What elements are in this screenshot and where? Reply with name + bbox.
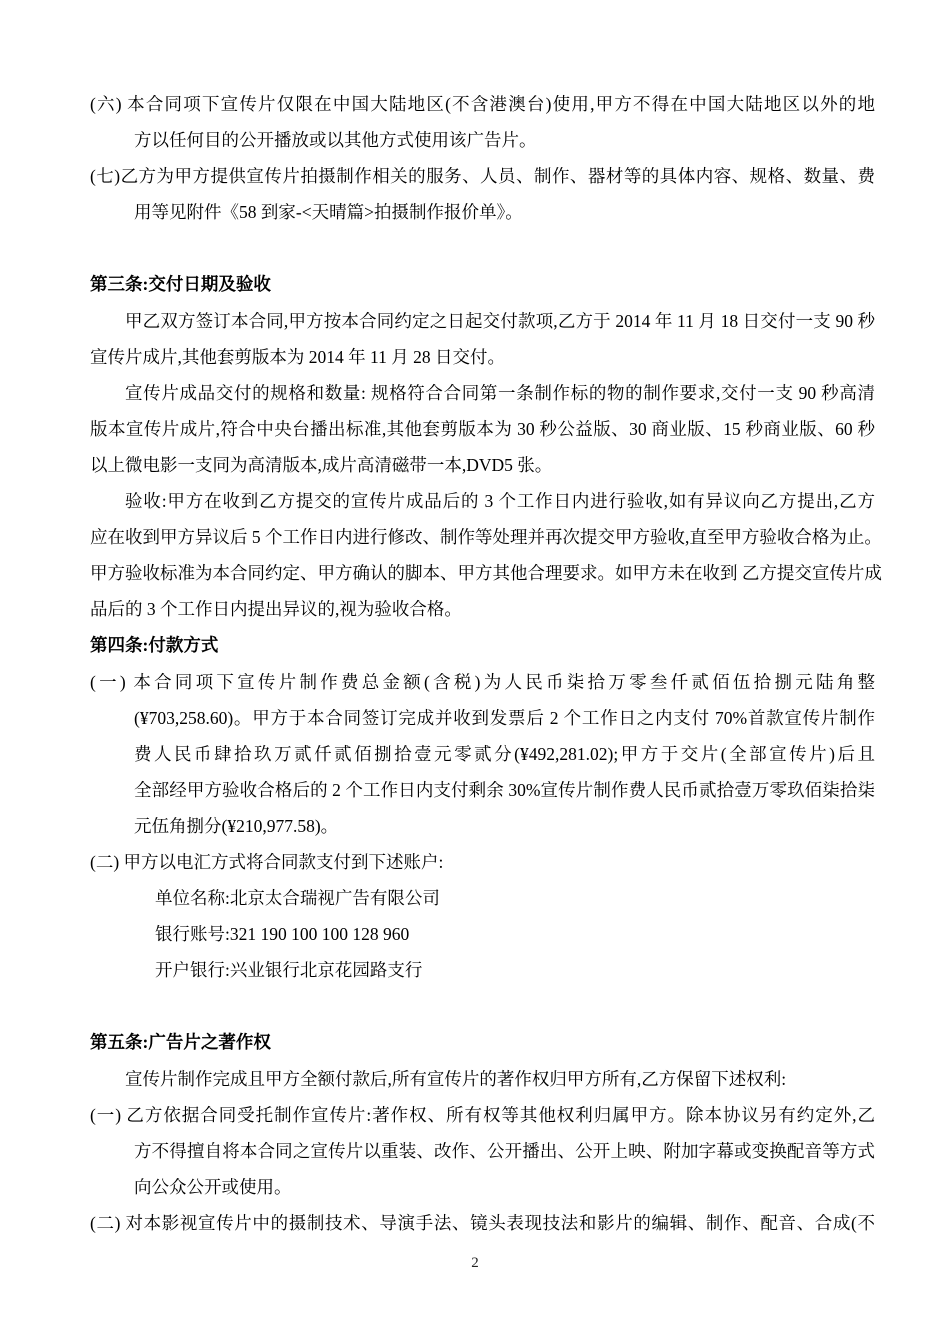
article5-intro-line-1: 宣传片制作完成且甲方全额付款后,所有宣传片的著作权归甲方所有,乙方保留下述权利: bbox=[125, 1068, 787, 1089]
article5-item1-line-1: (一) 乙方依据合同受托制作宣传片:著作权、所有权等其他权利归属甲方。除本协议另有约定外,乙 bbox=[90, 1104, 875, 1125]
bank-account-number-line: 银行账号:321 190 100 100 128 960 bbox=[155, 924, 410, 945]
article4-item1-line-5: 元伍角捌分(¥210,977.58)。 bbox=[134, 815, 339, 836]
item6-line-1: (六) 本合同项下宣传片仅限在中国大陆地区(不含港澳台)使用,甲方不得在中国大陆地区以外的地 bbox=[90, 94, 875, 114]
article4-item1-line-3: 费人民币肆拾玖万贰仟贰佰捌拾壹元零贰分(¥492,281.02);甲方于交片(全部宣传片)后且 bbox=[134, 743, 875, 764]
document-body bbox=[90, 86, 882, 1241]
article3-para2-line-2: 版本宣传片成片,符合中央台播出标准,其他套剪版本为 30 秒公益版、30 商业版、15 秒商业版、60 秒 bbox=[90, 418, 875, 439]
article5-heading: 第五条:广告片之著作权 bbox=[90, 1032, 271, 1053]
article5-item1-line-3: 向公众公开或使用。 bbox=[134, 1176, 292, 1197]
article3-heading: 第三条:交付日期及验收 bbox=[90, 274, 271, 295]
article3-para3-line-4: 品后的 3 个工作日内提出异议的,视为验收合格。 bbox=[90, 599, 462, 620]
article3-para3-line-3: 甲方验收标准为本合同约定、甲方确认的脚本、甲方其他合理要求。如甲方未在收到 乙方提交宣传片成 bbox=[90, 563, 882, 584]
blank-line bbox=[90, 230, 875, 266]
article3-para2-line-3: 以上微电影一支同为高清版本,成片高清磁带一本,DVD5 张。 bbox=[90, 454, 553, 475]
article5-item2-line-1: (二) 对本影视宣传片中的摄制技术、导演手法、镜头表现技法和影片的编辑、制作、配音、合成(不 bbox=[90, 1212, 875, 1233]
article4-item1-line-2: (¥703,258.60)。甲方于本合同签订完成并收到发票后 2 个工作日之内支付 70%首款宣传片制作 bbox=[134, 707, 875, 728]
item7-line-1: (七)乙方为甲方提供宣传片拍摄制作相关的服务、人员、制作、器材等的具体内容、规格、数量、费 bbox=[90, 166, 875, 187]
blank-line bbox=[90, 988, 875, 1024]
item6-line-2: 方以任何目的公开播放或以其他方式使用该广告片。 bbox=[134, 130, 537, 151]
article3-para3-line-2: 应在收到甲方异议后 5 个工作日内进行修改、制作等处理并再次提交甲方验收,直至甲方验收合格为止。 bbox=[90, 527, 882, 548]
article3-para1-line-1: 甲乙双方签订本合同,甲方按本合同约定之日起交付款项,乙方于 2014 年 11 月 18 日交付一支 90 秒 bbox=[125, 310, 875, 331]
article3-para2-line-1: 宣传片成品交付的规格和数量: 规格符合合同第一条制作标的物的制作要求,交付一支 90 秒高清 bbox=[125, 382, 875, 403]
article4-item1-line-1: (一) 本合同项下宣传片制作费总金额(含税)为人民币柒拾万零叁仟贰佰伍拾捌元陆角整 bbox=[90, 671, 875, 692]
bank-branch-line: 开户银行:兴业银行北京花园路支行 bbox=[155, 960, 423, 981]
item7-line-2: 用等见附件《58 到家-<天晴篇>拍摄制作报价单》。 bbox=[134, 202, 523, 223]
bank-company-name-line: 单位名称:北京太合瑞视广告有限公司 bbox=[155, 888, 440, 909]
article5-item1-line-2: 方不得擅自将本合同之宣传片以重装、改作、公开播出、公开上映、附加字幕或变换配音等方式 bbox=[134, 1140, 875, 1161]
article4-item1-line-4: 全部经甲方验收合格后的 2 个工作日内支付剩余 30%宣传片制作费人民币贰拾壹万零玖佰柒拾柒 bbox=[134, 779, 875, 800]
page-number: 2 bbox=[471, 1255, 479, 1271]
article4-heading: 第四条:付款方式 bbox=[90, 635, 219, 656]
article4-item2-line-1: (二) 甲方以电汇方式将合同款支付到下述账户: bbox=[90, 851, 444, 872]
article3-para1-line-2: 宣传片成片,其他套剪版本为 2014 年 11 月 28 日交付。 bbox=[90, 346, 505, 367]
article3-para3-line-1: 验收:甲方在收到乙方提交的宣传片成品后的 3 个工作日内进行验收,如有异议向乙方提出,乙方 bbox=[125, 491, 875, 512]
